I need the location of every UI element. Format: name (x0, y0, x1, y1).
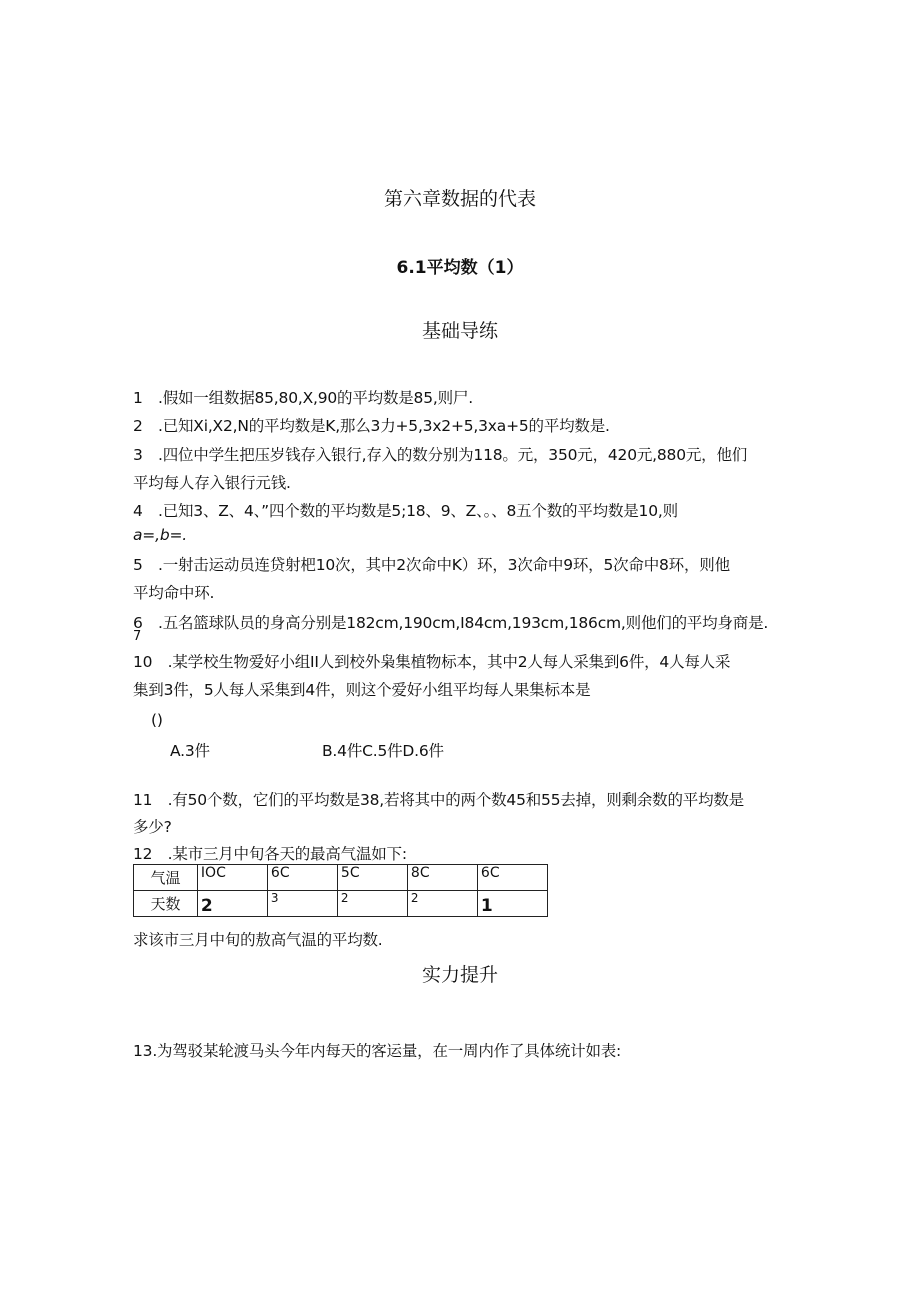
question-1: 1 .假如一组数据85,80,X,90的平均数是85,则尸. (133, 389, 473, 407)
question-12-instruction: 求该市三月中旬的敖高气温的平均数. (133, 931, 383, 949)
chapter-title: 第六章数据的代表 (383, 188, 536, 210)
table-row (134, 865, 548, 891)
part-heading-basic: 基础导练 (421, 320, 498, 342)
table-cell: 8C (407, 865, 477, 891)
table-cell: 6C (477, 865, 547, 891)
question-2: 2 .已知Xi,X2,N的平均数是K,那么3力+5,3x2+5,3xa+5的平均数是. (133, 417, 610, 435)
part-heading-advanced: 实力提升 (421, 964, 498, 986)
table-cell: 2 (197, 891, 267, 917)
question-10-answer-paren: () (151, 711, 163, 729)
table-cell: 2 (407, 891, 477, 917)
question-5-line-1: 5 .一射击运动员连贷射杷10次，其中2次命中K）环，3次命中9环，5次命中8环，则他 (133, 556, 730, 574)
question-3-line-1: 3 .四位中学生把压岁钱存入银行,存入的数分别为118。元，350元，420元,880元，他们 (133, 446, 748, 464)
question-11-line-1: 11 .有50个数，它们的平均数是38,若将其中的两个数45和55去掉，则剩余数的平均数是 (133, 791, 744, 809)
question-3-line-2: 平均每人存入银行元钱. (133, 474, 291, 492)
question-13: 13.为驾驳某轮渡马头今年内每天的客运量，在一周内作了具体统计如表: (133, 1042, 622, 1060)
question-7-number: 7 (133, 629, 142, 644)
table-cell: 2 (337, 891, 407, 917)
question-4-line-2: a=,b=. (133, 526, 187, 544)
question-10-line-1: 10 .某学校生物爱好小组II人到校外枭集植物标本，其中2人每人采集到6件，4人每人采 (133, 653, 731, 671)
question-11-line-2: 多少? (133, 818, 172, 836)
table-cell: 6C (267, 865, 337, 891)
table-cell: 气温 (134, 865, 198, 891)
question-10-option-a: A.3件 (170, 742, 210, 760)
question-6: 6 .五名篮球队员的身高分别是182cm,190cm,I84cm,193cm,186cm,则他们的平均身商是. (133, 614, 769, 632)
section-title: 6.1平均数（1） (396, 258, 524, 278)
table-cell: IOC (197, 865, 267, 891)
table-row (134, 891, 548, 917)
question-12: 12 .某市三月中旬各天的最高气温如下: (133, 845, 407, 863)
table-cell: 1 (477, 891, 547, 917)
table-cell: 天数 (134, 891, 198, 917)
temperature-table (133, 864, 548, 917)
question-5-line-2: 平均命中环. (133, 584, 215, 602)
question-4-line-1: 4 .已知3、Z、4、”四个数的平均数是5;18、9、Z、。、8五个数的平均数是10,则 (133, 502, 678, 520)
table-cell: 3 (267, 891, 337, 917)
question-10-line-2: 集到3件，5人每人采集到4件，则这个爱好小组平均每人果集标本是 (133, 681, 591, 699)
table-cell: 5C (337, 865, 407, 891)
question-10-options-bcd: B.4件C.5件D.6件 (322, 742, 444, 760)
